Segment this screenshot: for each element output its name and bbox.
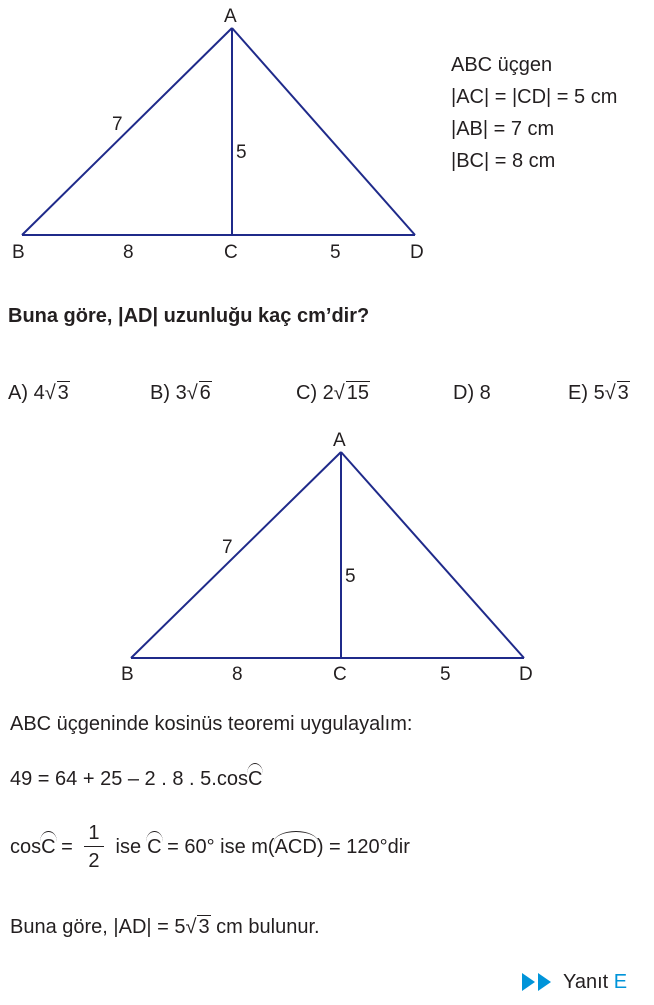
answer-letter: E [613,971,628,993]
given-line: |AB| = 7 cm [451,118,555,140]
fraction-denominator: 2 [88,850,100,872]
vertex-d-label: D [519,664,533,685]
answer-word: Yanıt [563,971,609,993]
angle-c-hat: C [41,836,56,858]
cos-text: cos [10,836,42,858]
option-a[interactable] [8,383,70,403]
option-d[interactable] [453,383,491,403]
option-letter: B) [150,382,170,404]
fraction-numerator: 1 [84,823,103,847]
option-radicand: 3 [617,382,629,404]
given-line: |BC| = 8 cm [451,150,556,172]
length-ac-label: 5 [236,142,247,163]
equation-text: ) = 120°dir [316,836,410,858]
equation-text: 49 = 64 + 25 – 2 . 8 . 5.cos [10,768,248,790]
sqrt-sign: √ [333,382,345,404]
ise-text: ise [115,836,142,858]
result-text: Buna göre, |AD| = 5 [10,916,186,938]
option-c[interactable] [296,383,370,403]
double-arrow-icon [522,972,556,992]
option-coef: 4 [33,382,45,404]
result-radicand: 3 [198,916,210,938]
vertex-b-label: B [12,242,25,263]
length-bc-label: 8 [123,242,134,263]
sqrt-sign: √ [604,382,616,404]
given-line: |AC| = |CD| = 5 cm [451,86,618,108]
option-radicand: 3 [57,382,69,404]
fraction-one-half [84,823,103,871]
option-coef: 3 [175,382,187,404]
option-letter: C) [296,382,318,404]
option-letter: E) [568,382,588,404]
option-coef: 8 [479,382,491,404]
vertex-d-label: D [410,242,424,263]
answer-label [563,972,627,992]
solution-intro: ABC üçgeninde kosinüs teoremi uygulayalım: [10,713,413,735]
triangle-figure-top [0,0,440,270]
segment-ad [232,28,415,235]
option-letter: A) [8,382,28,404]
length-cd-label: 5 [440,664,451,685]
sqrt-sign: √ [186,382,198,404]
vertex-c-label: C [333,664,347,685]
option-coef: 5 [593,382,605,404]
vertex-b-label: B [121,664,134,685]
option-coef: 2 [322,382,334,404]
sqrt-sign: √ [185,916,197,938]
angle-c-hat: C [247,768,263,790]
question-text: Buna göre, |AD| uzunluğu kaç cm’dir? [8,305,370,327]
vertex-a-label: A [333,430,346,451]
segment-ad [341,452,524,658]
given-info [451,55,617,183]
length-ab-label: 7 [112,114,123,135]
length-ac-label: 5 [345,566,356,587]
option-radicand: 15 [346,382,370,404]
option-radicand: 6 [199,382,211,404]
option-letter: D) [453,382,475,404]
angle-c-hat: C [147,836,162,858]
given-line: ABC üçgen [451,54,553,76]
segment-ab [131,452,341,658]
length-ab-label: 7 [222,537,233,558]
equals-sign: = [55,836,79,858]
length-bc-label: 8 [232,664,243,685]
triangle-figure-solution [0,420,560,690]
option-b[interactable] [150,383,212,403]
sqrt-sign: √ [44,382,56,404]
vertex-a-label: A [224,6,237,27]
segment-ab [22,28,232,235]
equation-text: = 60° ise m( [161,836,275,858]
solution-equation-1 [10,769,262,789]
length-cd-label: 5 [330,242,341,263]
option-e[interactable] [568,383,630,403]
vertex-c-label: C [224,242,238,263]
result-text: cm bulunur. [210,916,320,938]
solution-result [10,917,320,937]
arc-acd: ACD [274,836,317,858]
solution-equation-2 [10,823,410,871]
